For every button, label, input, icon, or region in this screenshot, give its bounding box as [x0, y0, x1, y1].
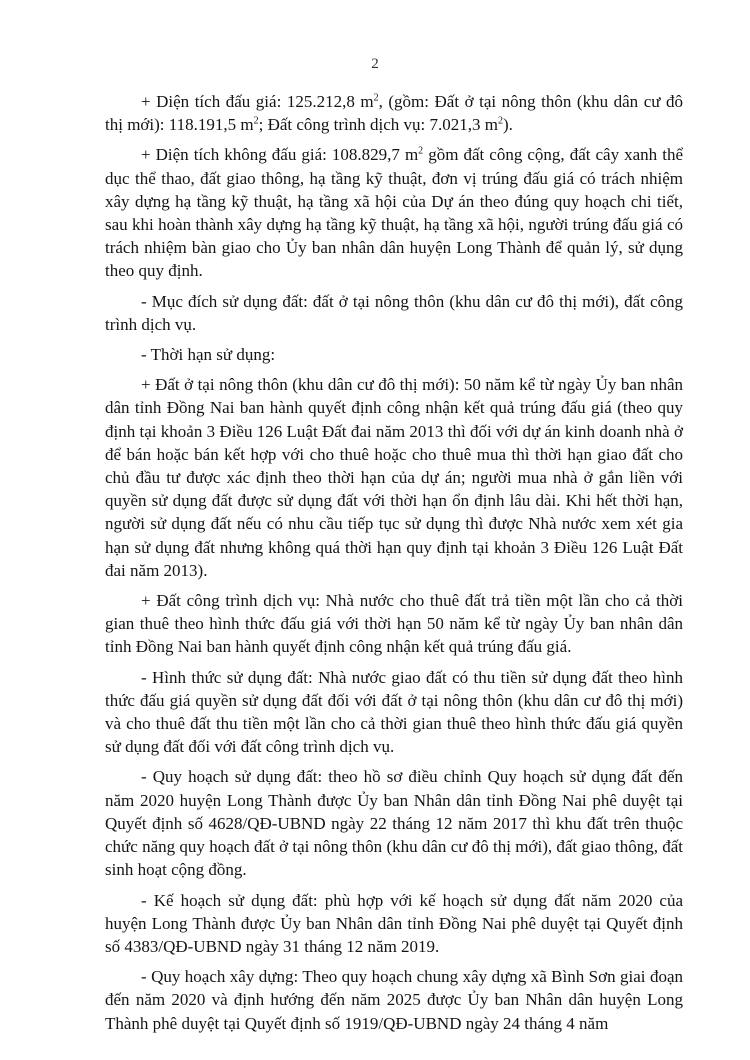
paragraph-auction-area: + Diện tích đấu giá: 125.212,8 $m^2$, (gồm: Đất ở tại nông thôn (khu dân cư đô thị mới): 118.191,5 $m^2$; Đất công trình dịch vụ: 7.021,3 $m^2$).	[105, 92, 683, 135]
paragraph-land-use-purpose: - Mục đích sử dụng đất: đất ở tại nông thôn (khu dân cư đô thị mới), đất công trình dịch vụ.	[105, 291, 683, 334]
paragraph-use-term-heading: - Thời hạn sử dụng:	[141, 345, 276, 365]
paragraph-land-use-plan: - Kế hoạch sử dụng đất: phù hợp với kế hoạch sử dụng đất năm 2020 của huyện Long Thành được Ủy ban Nhân dân tỉnh Đồng Nai phê duyệt tại Quyết định số 4383/QĐ-UBND ngày 31 tháng 12 năm 2019.	[105, 890, 683, 956]
page-number: 2	[371, 56, 379, 72]
paragraph-non-auction-area: + Diện tích không đấu giá: 108.829,7 $m^2$ gồm đất công cộng, đất cây xanh thể dục thể thao, đất giao thông, hạ tầng kỹ thuật, đơn vị trúng đấu giá có trách nhiệm xây dựng hạ tầng kỹ thuật, hạ tầng xã hội của Dự án theo đúng quy hoạch chi tiết, sau khi hoàn thành xây dựng hạ tầng kỹ thuật, hạ tầng xã hội, người trúng đấu giá có trách nhiệm bàn giao cho Ủy ban nhân dân huyện Long Thành để quản lý, sử dụng theo quy định.	[105, 145, 683, 281]
paragraph-land-use-form: - Hình thức sử dụng đất: Nhà nước giao đất có thu tiền sử dụng đất theo hình thức đấu giá quyền sử dụng đất đối với đất ở tại nông thôn (khu dân cư đô thị mới) và cho thuê đất thu tiền một lần cho cả thời gian thuê theo hình thức đấu giá quyền sử dụng đất đối với đất công trình dịch vụ.	[105, 667, 683, 757]
paragraph-construction-planning: - Quy hoạch xây dựng: Theo quy hoạch chung xây dựng xã Bình Sơn giai đoạn đến năm 2020 và định hướng đến năm 2025 được Ủy ban Nhân dân huyện Long Thành phê duyệt tại Quyết định số 1919/QĐ-UBND ngày 24 tháng 4 năm	[105, 967, 683, 1033]
paragraph-land-use-planning: - Quy hoạch sử dụng đất: theo hồ sơ điều chỉnh Quy hoạch sử dụng đất đến năm 2020 huyện Long Thành được Ủy ban Nhân dân tỉnh Đồng Nai phê duyệt tại Quyết định số 4628/QĐ-UBND ngày 22 tháng 12 năm 2017 thì khu đất trên thuộc chức năng quy hoạch đất ở tại nông thôn (khu dân cư đô thị mới), đất giao thông, đất sinh hoạt cộng đồng.	[105, 767, 683, 880]
document-body	[105, 90, 683, 1042]
paragraph-rural-residential-land: + Đất ở tại nông thôn (khu dân cư đô thị mới): 50 năm kể từ ngày Ủy ban nhân dân tỉnh Đồng Nai ban hành quyết định công nhận kết quả trúng đấu giá (theo quy định tại khoản 3 Điều 126 Luật Đất đai năm 2013 thì đối với dự án kinh doanh nhà ở để bán hoặc bán kết hợp với cho thuê hoặc cho thuê mua thì thời hạn giao đất cho chủ đầu tư được xác định theo thời hạn của dự án; người mua nhà ở gắn liền với quyền sử dụng đất được sử dụng đất với thời hạn ổn định lâu dài. Khi hết thời hạn, người sử dụng đất nếu có nhu cầu tiếp tục sử dụng thì được Nhà nước xem xét gia hạn sử dụng đất nhưng không quá thời hạn quy định tại khoản 3 Điều 126 Luật Đất đai năm 2013).	[105, 375, 683, 580]
paragraph-service-land: + Đất công trình dịch vụ: Nhà nước cho thuê đất trả tiền một lần cho cả thời gian thuê theo hình thức đấu giá với thời hạn 50 năm kể từ ngày Ủy ban nhân dân tỉnh Đồng Nai ban hành quyết định công nhận kết quả trúng đấu giá.	[105, 591, 683, 657]
